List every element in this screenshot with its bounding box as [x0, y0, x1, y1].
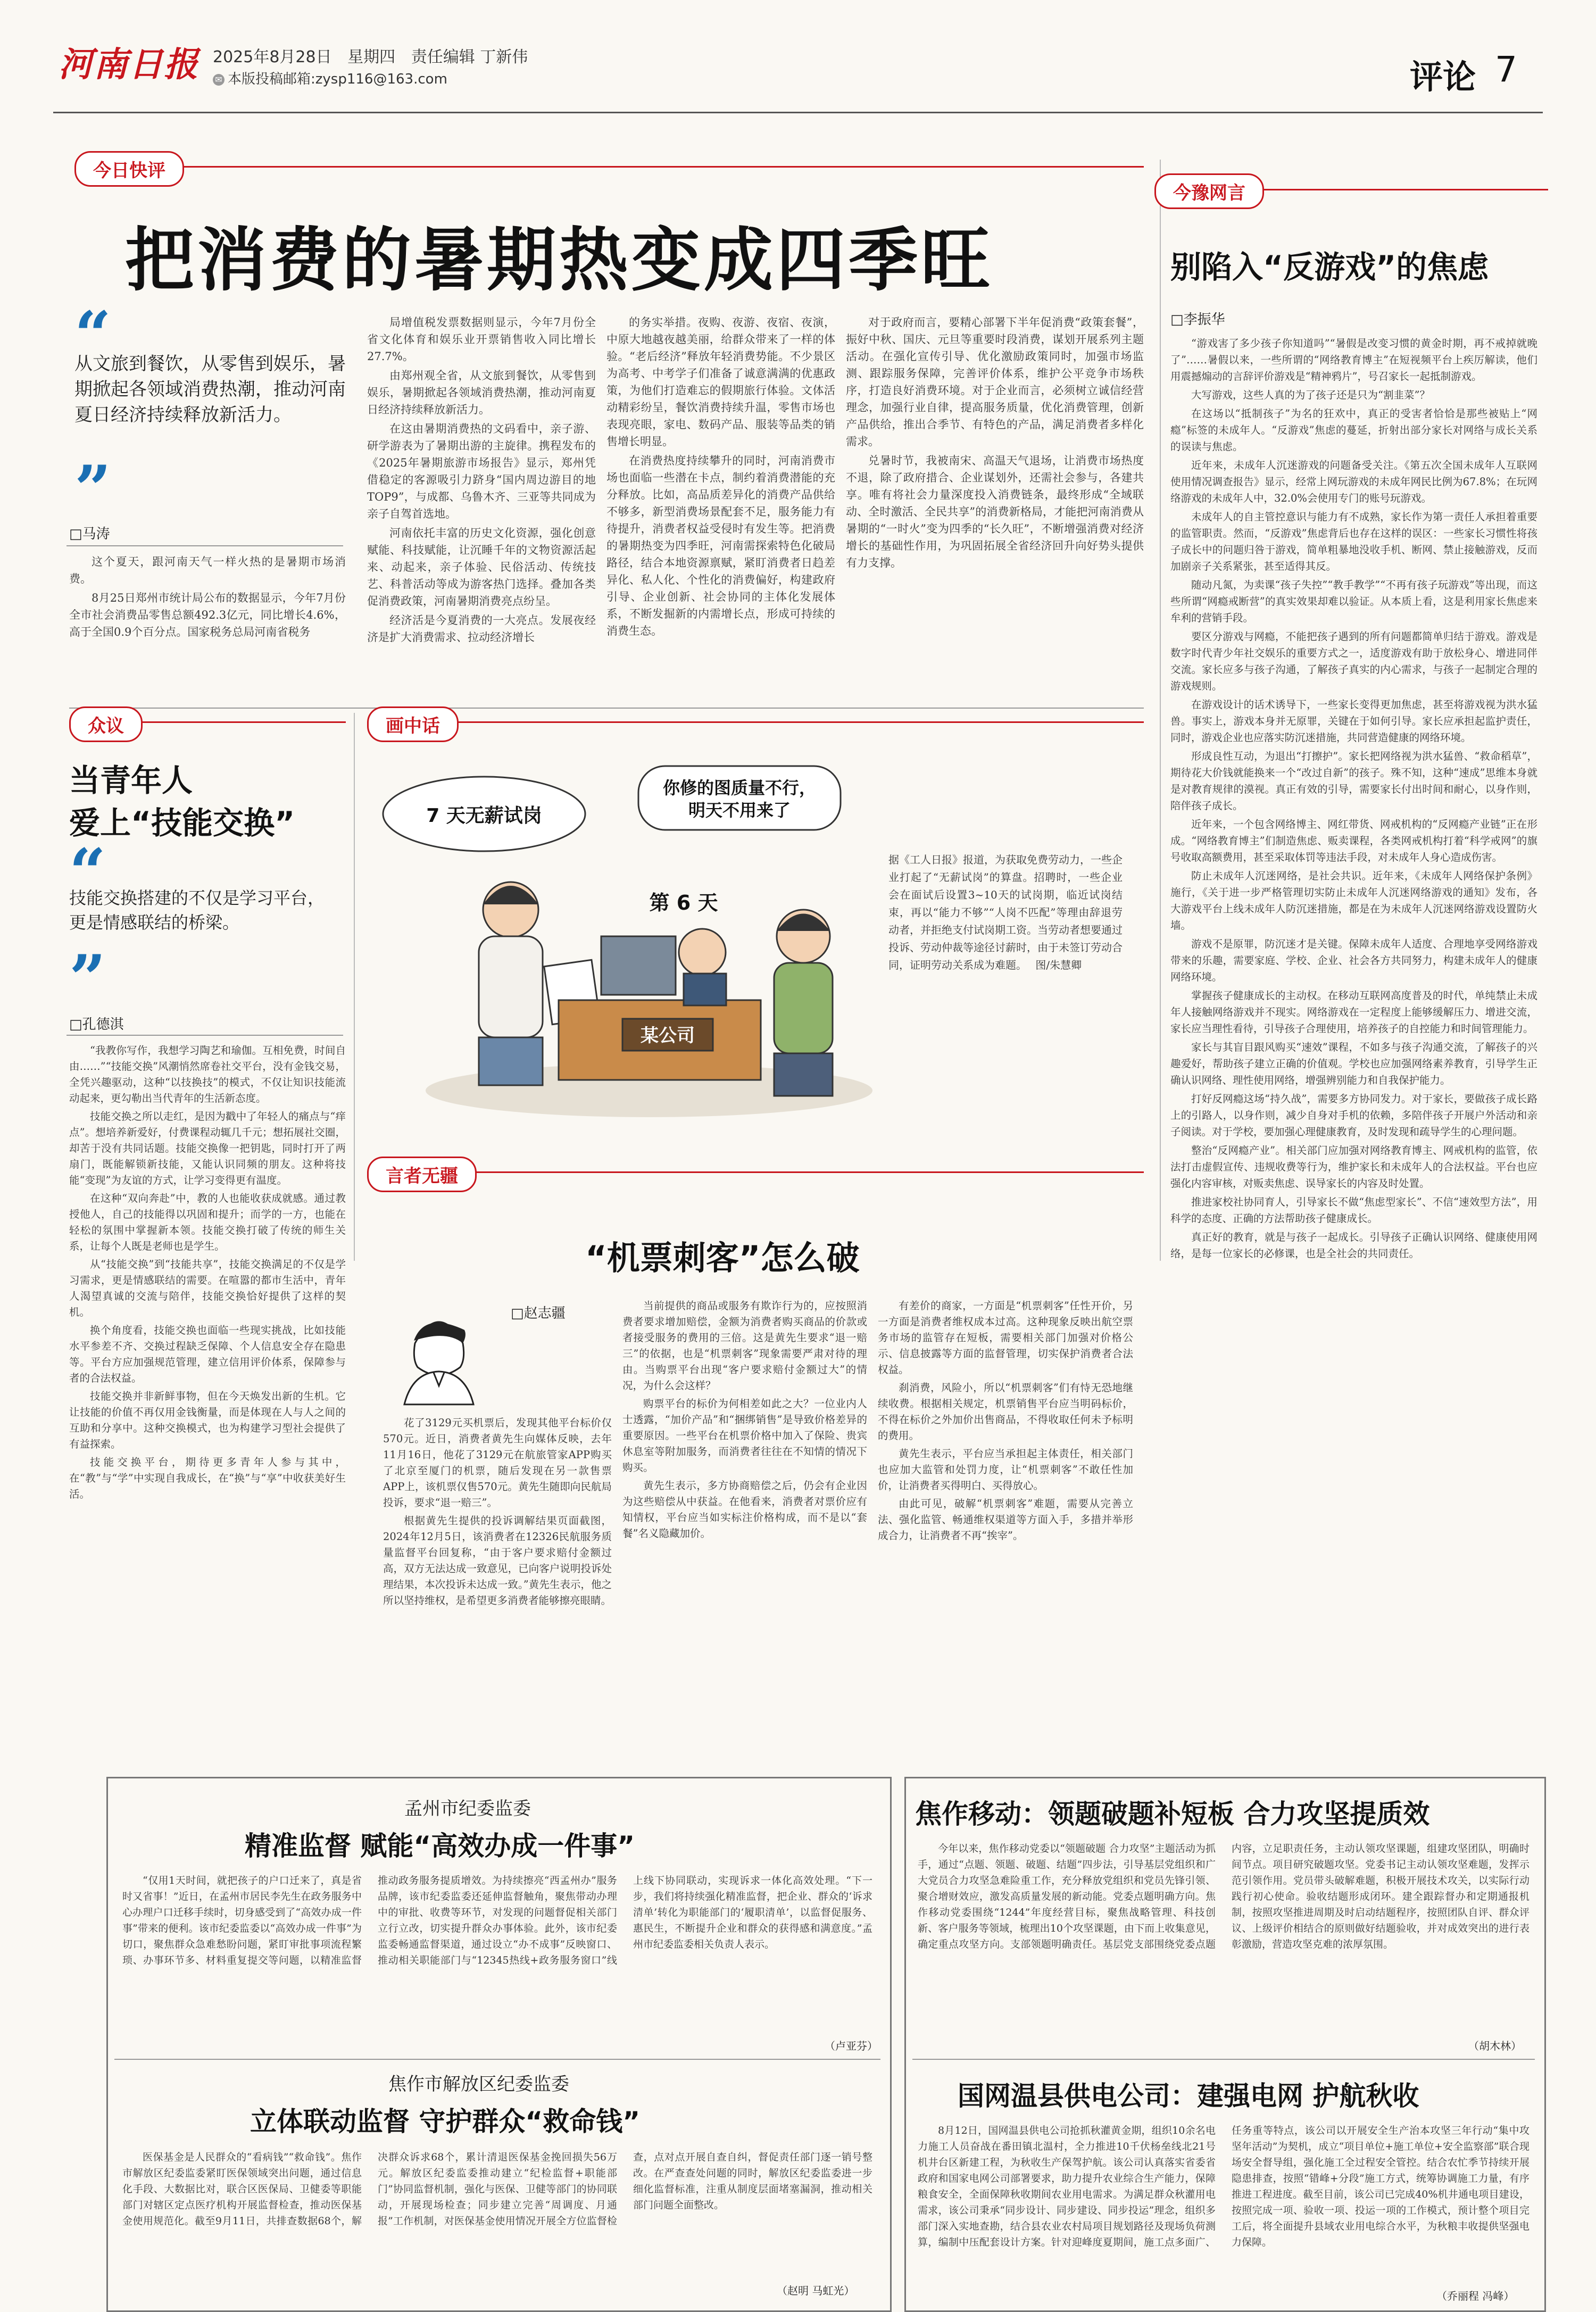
cartoon-bubble-left: 7 天无薪试岗: [426, 805, 542, 827]
section-name: 评论: [1410, 57, 1476, 96]
cartoon-day-label: 第 6 天: [649, 891, 718, 914]
yanzhe-col-1: [383, 1415, 612, 1756]
main-col-2-para: 经济活是今夏消费的一大亮点。发展夜经济是扩大消费需求、拉动经济增长: [367, 614, 596, 644]
main-bottom-divider: [69, 708, 1144, 709]
cartoon-bubble-right-1: 你修的图质量不行，: [662, 778, 817, 798]
ad2-org: 焦作市解放区纪委监委: [388, 2074, 569, 2095]
masthead: [0, 0, 1596, 96]
side-author: □李振华: [1170, 312, 1225, 328]
yanzhe-col-2-para: 黄先生表示，多方协商赔偿之后，仍会有企业因为这些赔偿从中获益。在他看来，消费者对票价应有知情权，平台应当如实标注价格构成，而不是以“套餐”名义隐藏加价。: [622, 1479, 867, 1540]
zhongyi-body-para: 换个角度看，技能交换也面临一些现实挑战，比如技能水平参差不齐、交换过程缺乏保障、个人信息安全存在隐患等。平台方应加强规范管理，建立信用评价体系，保障参与者的合法权益。: [69, 1324, 346, 1384]
side-body-para: 真正好的教育，就是与孩子一起成长。引导孩子正确认识网络、健康使用网络，是每一位家长的必修课，也是全社会的共同责任。: [1170, 1231, 1537, 1260]
ad1-org: 孟州市纪委监委: [404, 1798, 531, 1819]
side-tag: 今豫网言: [1154, 173, 1264, 209]
issue-date: 2025年8月28日: [213, 48, 332, 66]
main-tag-line: [80, 166, 1144, 168]
author-portrait-svg: [383, 1298, 495, 1404]
ad3-body: [918, 1841, 1530, 2032]
side-body-para: 推进家校社协同育人，引导家长不做“焦虑型家长”、不信“速效型方法”，用科学的态度、正确的方法帮助孩子健康成长。: [1170, 1196, 1537, 1225]
ad1-body-text: “仅用1天时间，就把孩子的户口迁来了，真是省时又省事！”近日，在孟州市居民李先生在政务服务中心办理户口迁移手续时，切身感受到了“高效办成一件事”带来的便利。该市纪委监委以“高效办成一件事”为切口，聚焦群众急难愁盼问题，紧盯审批事项流程繁琐、办事环节多、材料重复提交等问题，以精准监督推动政务服务提质增效。为持续擦亮“西孟州办”服务品牌，该市纪委监委还延伸监督触角，聚焦带动办理中的审批、收费等环节，对发现的问题督促相关部门立行立改，切实提升群众办事体验。此外，该市纪委监委畅通监督渠道，通过设立“办不成事”反映窗口、推动相关职能部门与“12345热线+政务服务窗口”线上线下协同联动，实现诉求一体化高效处理。“下一步，我们将持续强化精准监督，把企业、群众的‘诉求清单’转化为职能部门的‘履职清单’，以监督促服务、惠民生，不断提升企业和群众的获得感和满意度。”孟州市纪委监委相关负责人表示。: [122, 1875, 872, 1966]
zhongyi-body-para: 从“技能交换”到“技能共享”，技能交换满足的不仅是学习需求，更是情感联结的需要。在喧嚣的都市生活中，青年人渴望真诚的交流与陪伴，技能交换恰好提供了这样的契机。: [69, 1258, 346, 1318]
ad1-credit: （卢亚芬）: [825, 2040, 878, 2052]
main-col-3-para: 在消费热度持续攀升的同时，河南消费市场也面临一些潜在卡点，制约着消费潜能的充分释放。比如，高品质差异化的消费产品供给不够多，新型消费场景配套不足，服务能力有待提升，消费者权益受侵时有发生等。把消费的暑期热变为四季旺，河南需探索特色化破局路径，结合本地资源禀赋，紧盯消费者日趋差异化、私人化、个性化的消费偏好，构建政府引导、企业创新、社会协同的主体化发展体系，不断发掘新的内需增长点，形成可持续的消费生态。: [606, 454, 835, 637]
yanzhe-col-1-para: 花了3129元买机票后，发现其他平台标价仅570元。近日，消费者黄先生向媒体反映，去年11月16日，他花了3129元在航旅管家APP购买了北京至厦门的机票，随后发现在另一款售票APP上，该机票仅售570元。黄先生随即向民航局投诉，要求“退一赔三”。: [383, 1417, 612, 1509]
main-col-4: [846, 314, 1144, 697]
yanzhe-author: □赵志疆: [511, 1305, 566, 1321]
yanzhe-title: “机票刺客”怎么破: [585, 1238, 860, 1277]
main-col-1: [69, 553, 346, 643]
cartoon-credit: 图/朱慧卿: [1035, 959, 1082, 971]
cartoon-caption-text: 据《工人日报》报道，为获取免费劳动力，一些企业打起了“无薪试岗”的算盘。招聘时，一些企业会在面试后设置3~10天的试岗期，临近试岗结束，再以“能力不够”“人岗不匹配”等理由辞退劳动者，并拒绝支付试岗期工资。当劳动者想要通过投诉、劳动仲裁等途径讨薪时，由于未签订劳动合同，证明劳动关系成为难题。: [888, 853, 1123, 971]
side-divider: [1160, 160, 1161, 1261]
main-col-2-para: 局增值税发票数据则显示，今年7月份全省文化体育和娱乐业开票销售收入同比增长27.7%。: [367, 316, 596, 363]
zhongyi-body: [69, 1043, 346, 1500]
cartoon-svg: [372, 750, 878, 1133]
side-body-para: 大写游戏，这些人真的为了孩子还是只为“割韭菜”？: [1191, 389, 1430, 401]
main-col-2: [367, 314, 596, 697]
main-summary: 从文旅到餐饮，从零售到娱乐，暑期掀起各领域消费热潮，推动河南夏日经济持续释放新活力。: [74, 353, 346, 426]
side-body-para: 随动凡氮，为卖课“孩子失控”“教手教学”“不再有孩子玩游戏”等出现，而这些所谓“网瘾戒断营”的真实效果却难以验证。从本质上看，这是利用家长焦虑来牟利的营销手段。: [1170, 579, 1537, 624]
yanzhe-col-2-para: 当前提供的商品或服务有欺诈行为的，应按照消费者要求增加赔偿，金额为消费者购买商品的价款或者接受服务的费用的三倍。这是黄先生要求“退一赔三”的依据，也是“机票刺客”现象需要严肃对待的理由。当购票平台出现“客户要求赔付金额过大”的情况，为什么会这样？: [622, 1300, 867, 1392]
ad2-title: 立体联动监督 守护群众“救命钱”: [250, 2106, 641, 2137]
ad3-divider: [912, 2059, 1535, 2060]
cartoon-caption: [888, 851, 1123, 974]
cartoon-desk-label: 某公司: [641, 1025, 695, 1046]
side-body-para: 在游戏设计的话术诱导下，一些家长变得更加焦虑，甚至将游戏视为洪水猛兽。事实上，游戏本身并无原罪，关键在于如何引导。家长应承担起监护责任，同时，游戏企业也应落实防沉迷措施，共同营造健康的网络环境。: [1170, 698, 1537, 744]
side-body-para: 未成年人的自主管控意识与能力有不成熟，家长作为第一责任人承担着重要的监管职责。然而，“反游戏”焦虑背后也存在这样的误区：一些家长习惯性将孩子成长中的问题归咎于游戏，简单粗暴地没收手机、断网、禁止接触游戏，反而加剧亲子关系紧张，甚至适得其反。: [1170, 511, 1537, 572]
close-quote-icon: ”: [69, 941, 106, 1016]
main-title: 把消费的暑期热变成四季旺: [125, 220, 994, 301]
ad3-credit: （胡木林）: [1468, 2040, 1522, 2052]
page-editor: 责任编辑 丁新伟: [411, 48, 528, 66]
main-col-4-para: 兑暑时节，我被南宋、高温天气退场，让消费市场热度不退，除了政府措合、企业谋划外，还需社会参与，各建共享。唯有将社会力量深度投入消费链条，最终形成“全域联动、全时激活、全民共享”的消费新格局，才能把河南消费从暑期的“一时火”变为四季的“长久旺”，不断增强消费对经济增长的基础性作用，为巩固拓展全省经济回升向好势头提供有力支撑。: [846, 454, 1144, 569]
main-col-1-para: 8月25日郑州市统计局公布的数据显示，今年7月份全市社会消费品零售总额492.3亿元，同比增长4.6%，高于全国0.9个百分点。国家税务总局河南省税务: [69, 592, 346, 638]
ad4-body-text: 8月12日，国网温县供电公司抢抓秋灌黄金期，组织10余名电力施工人员奋战在番田镇北温村，全力推进10千伏杨垒线北21号机井台区新建工程，为秋收生产保驾护航。该公司认真落实省委省政府和国家电网公司部署要求，助力提升农业综合生产能力，保障粮食安全，全面保障秋收期间农业用电需求。为满足群众秋灌用电需求，该公司秉承“同步设计、同步建设、同步投运”理念，组织多部门深入实地查勘，结合县农业农村局项目规划路径及现场负荷测算，编制中压配套设计方案。针对迎峰度夏期间，施工点多面广、任务重等特点，该公司以开展安全生产治本攻坚三年行动“集中攻坚年活动”为契机，成立“项目单位+施工单位+安全监察部”联合现场安全督导组，强化施工全过程安全管控。结合农忙季节持续开展隐患排查，按照“错峰+分段”施工方式，统筹协调施工力量，有序推进工程进度。截至目前，该公司已完成40%机井通电项目建设，按照完成一项、验收一项、投运一项的工作模式，预计整个项目完工后，将全面提升县域农业用电综合水平，为秋粮丰收提供坚强电力保障。: [918, 2125, 1530, 2248]
yanzhe-col-3: [878, 1298, 1133, 1756]
main-author: □马涛: [69, 526, 110, 542]
ad4-title: 国网温县供电公司：建强电网 护航秋收: [958, 2081, 1419, 2111]
side-body-para: 游戏不是原罪，防沉迷才是关键。保障未成年人适度、合理地享受网络游戏带来的乐趣，需要家庭、学校、企业、社会各方共同努力，构建未成年人的健康网络环境。: [1170, 938, 1537, 983]
side-body-para: 要区分游戏与网瘾，不能把孩子遇到的所有问题都简单归结于游戏。游戏是数字时代青少年社交娱乐的重要方式之一，适度游戏有助于放松身心、增进同伴交流。家长应多与孩子沟通，了解孩子真实的内心需求，与孩子一起制定合理的游戏规则。: [1170, 630, 1537, 692]
side-title: 别陷入“反游戏”的焦虑: [1170, 249, 1489, 285]
side-body-para: “游戏害了多少孩子你知道吗”“暑假是改变习惯的黄金时期，再不戒掉就晚了”……暑假以来，一些所谓的“网络教育博主”在短视频平台上疾厉解读，他们用震撼煽动的言辞评价游戏是“精神鸦片”，号召家长一起抵制游戏。: [1170, 337, 1537, 382]
side-body-para: 近年来，未成年人沉迷游戏的问题备受关注。《第五次全国未成年人互联网使用情况调查报告》显示，经常上网玩游戏的未成年网民比例为67.8%；在玩网络游戏的未成年人中，32.0%会使用专门的账号玩游戏。: [1170, 459, 1537, 504]
side-body-para: 防止未成年人沉迷网络，是社会共识。近年来，《未成年人网络保护条例》施行，《关于进一步严格管理切实防止未成年人沉迷网络游戏的通知》发布，各大游戏平台上线未成年人防沉迷措施，都是在为未成年人沉迷网络游戏设置防火墙。: [1170, 870, 1537, 932]
yanzhe-col-3-para: 黄先生表示，平台应当承担起主体责任，相关部门也应加大监管和处罚力度，让“机票刺客”不敢任性加价，让消费者买得明白、买得放心。: [878, 1448, 1133, 1492]
main-tag: 今日快评: [74, 151, 184, 187]
zhongyi-body-para: 技能交换平台，期待更多青年人参与其中，在“教”与“学”中实现自我成长，在“换”与“享”中收获美好生活。: [69, 1456, 346, 1500]
submission-email: 本版投稿邮箱:zysp116@163.com: [228, 71, 447, 87]
ad1-title: 精准监督 赋能“高效办成一件事”: [245, 1831, 635, 1861]
cartoon-illustration: [372, 750, 878, 1133]
cartoon-tag: 画中话: [367, 706, 459, 742]
open-quote-icon: “: [69, 835, 106, 910]
ad4-body: [918, 2123, 1530, 2282]
side-body-para: 家长与其盲目跟风购买“速效”课程，不如多与孩子沟通交流，了解孩子的兴趣爱好，帮助孩子建立正确的价值观。学校也应加强网络素养教育，引导学生正确认识网络、理性使用网络，增强辨别能力和自我保护能力。: [1170, 1041, 1537, 1086]
zhongyi-author: □孔德淇: [69, 1017, 124, 1033]
zhongyi-body-para: 技能交换并非新鲜事物，但在今天焕发出新的生机。它让技能的价值不再仅用金钱衡量，而是体现在人与人之间的互助和分享中。这种交换模式，也为构建学习型社会提供了有益探索。: [69, 1390, 346, 1450]
main-col-1-para: 这个夏天，跟河南天气一样火热的是暑期市场消费。: [69, 555, 346, 585]
mail-icon: ✉: [213, 74, 225, 86]
ad2-body: [122, 2149, 872, 2293]
yanzhe-col-2: [622, 1298, 867, 1756]
logo: 河南日报: [59, 45, 199, 85]
yanzhe-tag: 言者无疆: [367, 1157, 477, 1192]
issue-weekday: 星期四: [347, 48, 396, 66]
cartoon-tag-line: [372, 721, 1144, 723]
yanzhe-tag-line: [372, 1171, 1144, 1173]
ad4-credit: （乔丽程 冯峰）: [1436, 2290, 1515, 2302]
side-body: [1170, 335, 1537, 1277]
main-col-2-para: 在这由暑期消费热的文码看中，亲子游、研学游表为了暑期出游的主旋律。携程发布的《2025年暑期旅游市场报告》显示，郑州凭借稳定的客源吸引力跻身“国内周边游目的地TOP9”，与成都、乌鲁木齐、三亚等共同成为亲子自驾首选地。: [367, 422, 596, 520]
side-body-para: 掌握孩子健康成长的主动权。在移动互联网高度普及的时代，单纯禁止未成年人接触网络游戏并不现实。网络游戏在一定程度上能够缓解压力、增进交流，家长应当理性看待，引导孩子合理使用，培养孩子的自控能力和时间管理能力。: [1170, 989, 1537, 1035]
page-number: 7: [1495, 49, 1517, 90]
cartoon-bubble-right-2: 明天不用来了: [688, 800, 791, 820]
main-col-3: [606, 314, 835, 697]
main-col-3-para: 的务实举措。夜购、夜游、夜宿、夜演，中原大地越夜越美丽，给群众带来了一样的体验。“老后经济”释放年轻消费势能。不少景区为高考、中考学子们准备了诚意满满的优惠政策，为他们打造难忘的假期旅行体验。文体活动精彩纷呈，餐饮消费持续升温，零售市场也表现亮眼，家电、数码产品、服装等品类的销售增长明显。: [606, 316, 835, 448]
ad2-body-text: 医保基金是人民群众的“看病钱”“救命钱”。焦作市解放区纪委监委紧盯医保领域突出问题，通过信息化手段、大数据比对，联合区医保局、卫健委等职能部门对辖区定点医疗机构开展监督检查，推动医保基金使用规范化。截至9月11日，共排查数据68个，解决群众诉求68个，累计清退医保基金挽回损失56万元。解放区纪委监委推动建立“纪检监督+职能部门”协同监督机制，强化与医保、卫健等部门的协同联动，开展现场检查；同步建立完善“周调度、月通报”工作机制，对医保基金使用情况开展全方位监督检查，点对点开展自查自纠，督促责任部门逐一销号整改。在严查查处问题的同时，解放区纪委监委进一步细化监督标准，注重从制度层面堵塞漏洞，推动相关部门问题全面整改。: [122, 2151, 872, 2227]
zhongyi-body-para: 在这种“双向奔赴”中，教的人也能收获成就感。通过教授他人，自己的技能得以巩固和提升；而学的一方，也能在轻松的氛围中掌握新本领。技能交换打破了传统的师生关系，让每个人既是老师也是学生。: [69, 1192, 346, 1252]
side-body-para: 在这场以“抵制孩子”为名的狂欢中，真正的受害者恰恰是那些被贴上“网瘾”标签的未成年人。“反游戏”焦虑的蔓延，折射出部分家长对网络与成长关系的误读与焦虑。: [1170, 407, 1537, 453]
masthead-divider: [53, 112, 1543, 113]
yanzhe-col-3-para: 刹消费，风险小，所以“机票刺客”们有恃无恐地继续收费。根据相关规定，机票销售平台应当明码标价，不得在标价之外加价出售商品，不得收取任何未予标明的费用。: [878, 1382, 1133, 1442]
zhongyi-title-line1: 当青年人: [69, 762, 193, 799]
close-quote-icon: ”: [74, 452, 112, 527]
main-col-2-para: 河南依托丰富的历史文化资源，强化创意赋能、科技赋能，让沉睡千年的文物资源活起来、动起来，亲子体验、民俗活动、传统技艺、科普活动等成为游客热门选择。叠加各类促消费政策，河南暑期消费亮点纷呈。: [367, 527, 596, 608]
ad2-credit: （赵明 马虹光）: [777, 2284, 855, 2297]
yanzhe-col-3-para: 由此可见，破解“机票刺客”难题，需要从完善立法、强化监管、畅通维权渠道等方面入手，多措并举形成合力，让消费者不再“挨宰”。: [878, 1498, 1133, 1542]
yanzhe-col-1-para: 根据黄先生提供的投诉调解结果页面截图，2024年12月5日，该消费者在12326民航服务质量监督平台回复称，“由于客户要求赔付金额过高，双方无法达成一致意见，已向客户说明投诉处理结果，本次投诉未达成一致。”黄先生表示，他之所以坚持维权，是希望更多消费者能够擦亮眼睛。: [383, 1515, 612, 1607]
main-col-4-para: 对于政府而言，要精心部署下半年促消费“政策套餐”，振好中秋、国庆、元旦等重要时段消费，谋划开展系列主题活动。在强化宣传引导、优化激励政策同时，加强市场监测、跟踪服务保障，完善评价体系，维护公平竞争市场秩序，打造良好消费环境。对于企业而言，必须树立诚信经营理念，加强行业自律，提高服务质量，优化消费管理，创新产品供给，推出合季节、有特色的产品，满足消费者多样化需求。: [846, 316, 1144, 448]
ad1-body: [122, 1873, 872, 2032]
zhongyi-body-para: 技能交换之所以走红，是因为戳中了年轻人的痛点与“痒点”。想培养新爱好，付费课程动辄几千元；想拓展社交圈，却苦于没有共同话题。技能交换像一把钥匙，同时打开了两扇门，既能解锁新技能，又能认识同频的朋友。这种将技能“变现”为友谊的方式，让学习变得更有温度。: [69, 1110, 346, 1186]
zhongyi-divider: [354, 713, 355, 1261]
open-quote-icon: “: [74, 297, 112, 372]
yanzhe-col-3-para: 有差价的商家，一方面是“机票刺客”任性开价，另一方面是消费者维权成本过高。这种现象反映出航空票务市场的监管存在短板，需要相关部门加强对价格公示、信息披露等方面的监督管理，切实保护消费者合法权益。: [878, 1300, 1133, 1376]
zhongyi-title-line2: 爱上“技能交换”: [69, 805, 295, 841]
zhongyi-author-divider: [66, 1035, 343, 1036]
side-body-para: 近年来，一个包含网络博主、网红带货、网戒机构的“反网瘾产业链”正在形成。“网络教育博主”们制造焦虑、贩卖课程，各类网戒机构打着“科学戒网”的旗号收取高额费用，甚至采取体罚等违法手段，对未成年人身心造成伤害。: [1170, 818, 1537, 863]
ad3-title: 焦作移动：领题破题补短板 合力攻坚提质效: [915, 1799, 1430, 1829]
main-author-divider: [66, 545, 343, 546]
yanzhe-col-2-para: 购票平台的标价为何相差如此之大？一位业内人士透露，“加价产品”和“捆绑销售”是导致价格差异的重要原因。一些平台在机票价格中加入了保险、贵宾休息室等附加服务，而消费者往往在不知情的情况下购买。: [622, 1398, 867, 1474]
side-body-para: 整治“反网瘾产业”。相关部门应加强对网络教育博主、网戒机构的监管，依法打击虚假宣传、违规收费等行为，维护家长和未成年人的合法权益。平台也应强化内容审核，对贩卖焦虑、误导家长的内容及时处置。: [1170, 1144, 1537, 1190]
ad1-divider: [114, 2059, 880, 2060]
side-body-para: 形成良性互动，为退出“打擦护”。家长把网络视为洪水猛兽、“救命稻草”，期待花大价钱就能换来一个“改过自新”的孩子。殊不知，这种“速成”思维本身就是对教育规律的漠视。真正有效的引导，需要家长付出时间和耐心，以身作则，陪伴孩子成长。: [1170, 750, 1537, 812]
zhongyi-body-para: “我教你写作，我想学习陶艺和瑜伽。互相免费，时间自由……”“技能交换”风潮悄然席卷社交平台，没有金钱交易，全凭兴趣驱动，这种“以技换技”的模式，不仅让知识技能流动起来，更勾勒出当代青年的生活新态度。: [69, 1044, 346, 1104]
zhongyi-tag: 众议: [69, 706, 143, 742]
ad3-body-text: 今年以来，焦作移动党委以“领题破题 合力攻坚”主题活动为抓手，通过“点题、领题、破题、结题”四步法，引导基层党组织和广大党员合力攻坚急难险重工作，充分释放党组织和党员先锋引领、聚合增财效应，激发高质量发展的新动能。党委点题明确方向。焦作移动党委围绕“1244”年度经营目标，聚焦战略管理、科技创新、客户服务等领域，梳理出10个攻坚课题，由下而上收集意见，确定重点攻坚方向。支部领题明确责任。基层党支部围绕党委点题内容，立足职责任务，主动认领攻坚课题，组建攻坚团队，明确时间节点。项目研究破题攻坚。党委书记主动认领攻坚难题，发挥示范引领作用。党员带头破解难题，积极开展技术攻关，以实际行动践行初心使命。验收结题形成闭环。建全跟踪督办和定期通报机制，按照攻坚推进周期及时启动结题程序，按照团队自评、群众评议、上级评价相结合的原则做好结题验收，并对成效突出的进行表彰激励，营造攻坚克难的浓厚氛围。: [918, 1843, 1530, 1950]
side-body-para: 打好反网瘾这场“持久战”，需要多方协同发力。对于家长，要做孩子成长路上的引路人，以身作则，减少自身对手机的依赖，多陪伴孩子开展户外活动和亲子阅读。对于学校，要加强心理健康教育，及时发现和疏导学生的心理问题。: [1170, 1093, 1537, 1138]
main-col-2-para: 由郑州观全省，从文旅到餐饮，从零售到娱乐，暑期掀起各领域消费热潮，推动河南夏日经济持续释放新活力。: [367, 369, 596, 416]
zhongyi-summary: 技能交换搭建的不仅是学习平台，更是情感联结的桥梁。: [69, 888, 325, 933]
author-portrait: [383, 1298, 495, 1404]
